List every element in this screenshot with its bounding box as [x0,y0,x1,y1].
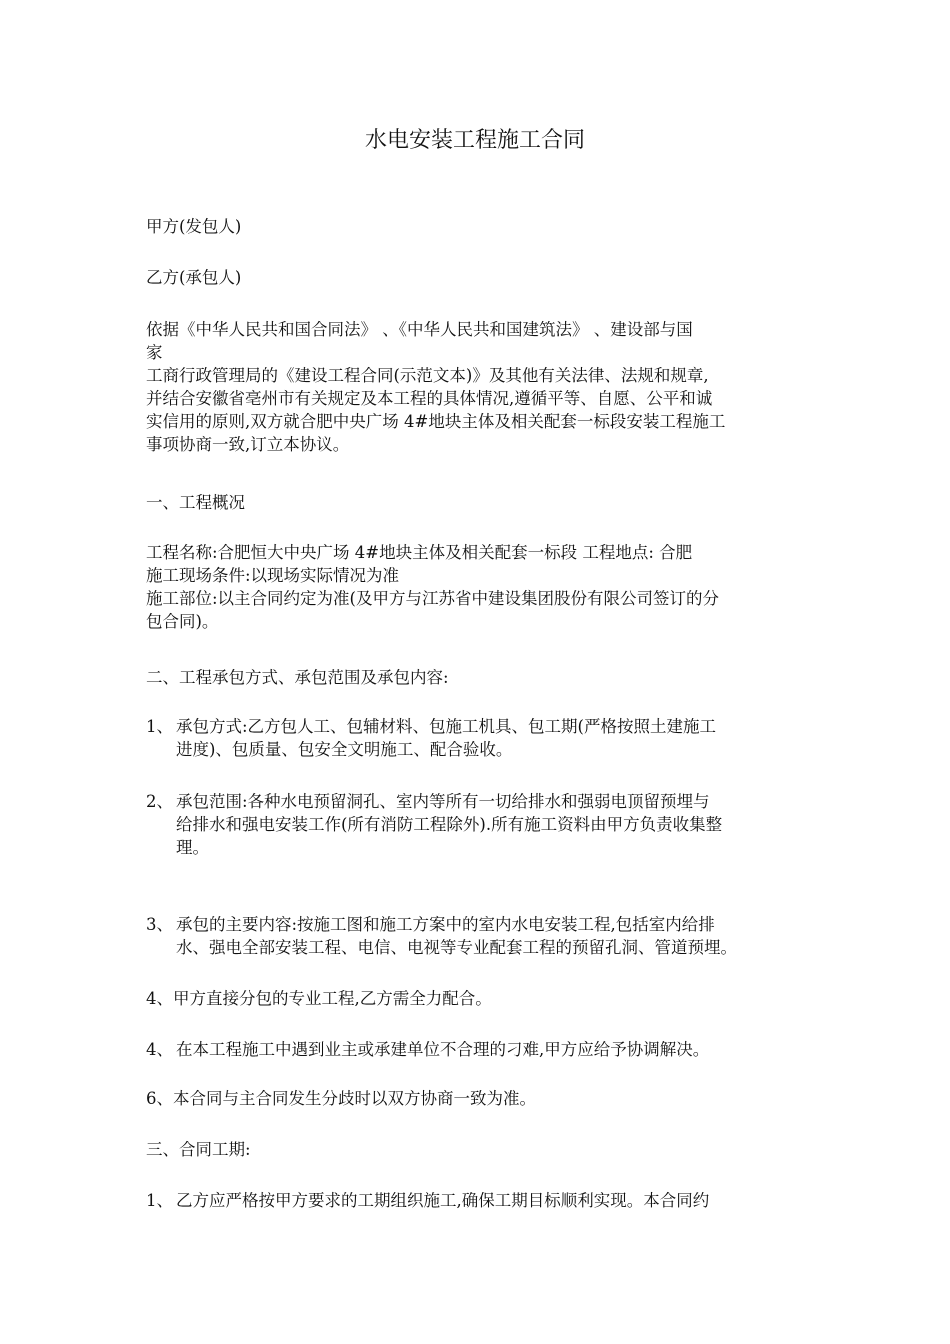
section1-content [146,541,826,633]
section2-item3 [146,913,826,959]
intro-line: 并结合安徽省亳州市有关规定及本工程的具体情况,遵循平等、自愿、公平和诚 [146,389,713,408]
item-text: 承包范围:各种水电预留洞孔、室内等所有一切给排水和强弱电顶留预埋与 [176,792,710,811]
item-number: 1、 [146,1191,173,1210]
item-number: 1、 [146,717,173,736]
item-text: 承包的主要内容:按施工图和施工方案中的室内水电安装工程,包括室内给排 [176,915,715,934]
intro-line: 实信用的原则,双方就合肥中央广场 4#地块主体及相关配套一标段安装工程施工 [146,412,726,431]
intro-line: 工商行政管理局的《建设工程合同(示范文本)》及其他有关法律、法规和规章, [146,366,709,385]
section3-heading: 三、合同工期: [146,1140,251,1159]
document-title: 水电安装工程施工合同 [364,128,585,153]
construction-part-line: 施工部位:以主合同约定为准(及甲方与江苏省中建设集团股份有限公司签订的分 [146,589,719,608]
project-name-line: 工程名称:合肥恒大中央广场 4#地块主体及相关配套一标段 工程地点: 合肥 [146,543,693,562]
section2-item4: 4、甲方直接分包的专业工程,乙方需全力配合。 [146,989,492,1008]
item-number: 3、 [146,915,173,934]
site-condition-line: 施工现场条件:以现场实际情况为准 [146,566,400,585]
intro-line: 家 [146,343,163,362]
item-number: 2、 [146,792,173,811]
intro-line: 依据《中华人民共和国合同法》 、《中华人民共和国建筑法》 、建设部与国 [146,320,693,339]
section2-item1 [146,715,826,761]
section3-item1 [146,1189,826,1212]
section2-item6: 6、本合同与主合同发生分歧时以双方协商一致为准。 [146,1089,536,1108]
construction-part-line: 包合同)。 [146,612,219,631]
party-b-line: 乙方(承包人) [146,268,242,287]
item-text: 给排水和强电安装工作(所有消防工程除外).所有施工资料由甲方负责收集整 [176,815,723,834]
item-text: 进度)、包质量、包安全文明施工、配合验收。 [176,740,513,759]
item-text: 承包方式:乙方包人工、包辅材料、包施工机具、包工期(严格按照土建施工 [176,717,716,736]
section2-heading: 二、工程承包方式、承包范围及承包内容: [146,668,449,687]
section2-item5 [146,1038,826,1061]
intro-line: 事项协商一致,订立本协议。 [146,435,350,454]
item-text: 乙方应严格按甲方要求的工期组织施工,确保工期目标顺利实现。本合同约 [176,1191,710,1210]
item-text: 在本工程施工中遇到业主或承建单位不合理的刁难,甲方应给予协调解决。 [176,1040,710,1059]
section2-item2 [146,790,826,859]
intro-paragraph [146,318,826,456]
item-number: 4、 [146,1040,173,1059]
section1-heading: 一、工程概况 [146,493,245,512]
item-text: 水、强电全部安装工程、电信、电视等专业配套工程的预留孔洞、管道预埋。 [176,938,737,957]
party-a-line: 甲方(发包人) [146,217,242,236]
item-text: 理。 [176,838,209,857]
